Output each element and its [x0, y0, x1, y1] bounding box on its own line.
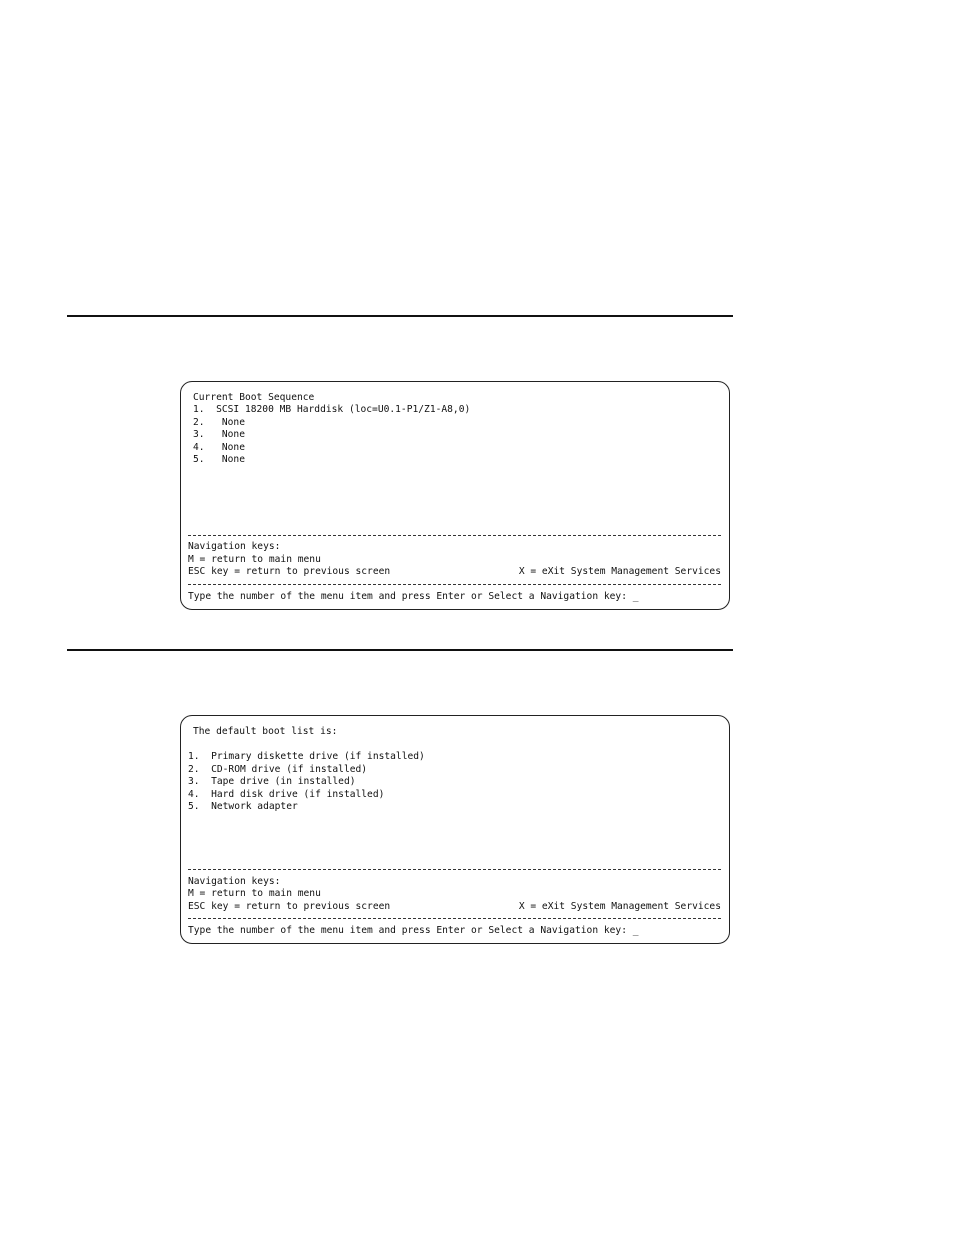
- top-divider: [67, 315, 733, 317]
- nav-previous-screen[interactable]: ESC key = return to previous screen: [188, 566, 391, 577]
- boot-list-item-2: 2. CD-ROM drive (if installed): [188, 764, 368, 775]
- nav-exit[interactable]: X = eXit System Management Services: [518, 901, 721, 912]
- boot-list-item-3: 3. Tape drive (in installed): [188, 776, 356, 787]
- middle-divider: [67, 649, 733, 651]
- default-boot-list-screen: [180, 715, 730, 944]
- nav-heading: Navigation keys:: [188, 541, 281, 552]
- command-prompt[interactable]: Type the number of the menu item and press Enter or Select a Navigation key: _: [188, 925, 639, 936]
- nav-main-menu[interactable]: M = return to main menu: [188, 888, 321, 899]
- boot-sequence-screen: [180, 381, 730, 610]
- separator-line: [188, 869, 721, 870]
- command-prompt[interactable]: Type the number of the menu item and press Enter or Select a Navigation key: _: [188, 591, 639, 602]
- boot-item-1[interactable]: 1. SCSI 18200 MB Harddisk (loc=U0.1-P1/Z1-A8,0): [193, 404, 471, 415]
- screen-title: Current Boot Sequence: [193, 392, 315, 403]
- nav-exit[interactable]: X = eXit System Management Services: [518, 566, 721, 577]
- separator-line: [188, 918, 721, 919]
- separator-line: [188, 584, 721, 585]
- boot-item-4[interactable]: 4. None: [193, 442, 245, 453]
- separator-line: [188, 535, 721, 536]
- boot-list-item-1: 1. Primary diskette drive (if installed): [188, 751, 425, 762]
- nav-heading: Navigation keys:: [188, 876, 281, 887]
- boot-list-item-5: 5. Network adapter: [188, 801, 298, 812]
- boot-item-5[interactable]: 5. None: [193, 454, 245, 465]
- screen-title: The default boot list is:: [193, 726, 338, 737]
- nav-main-menu[interactable]: M = return to main menu: [188, 554, 321, 565]
- boot-item-2[interactable]: 2. None: [193, 417, 245, 428]
- nav-previous-screen[interactable]: ESC key = return to previous screen: [188, 901, 391, 912]
- boot-item-3[interactable]: 3. None: [193, 429, 245, 440]
- boot-list-item-4: 4. Hard disk drive (if installed): [188, 789, 385, 800]
